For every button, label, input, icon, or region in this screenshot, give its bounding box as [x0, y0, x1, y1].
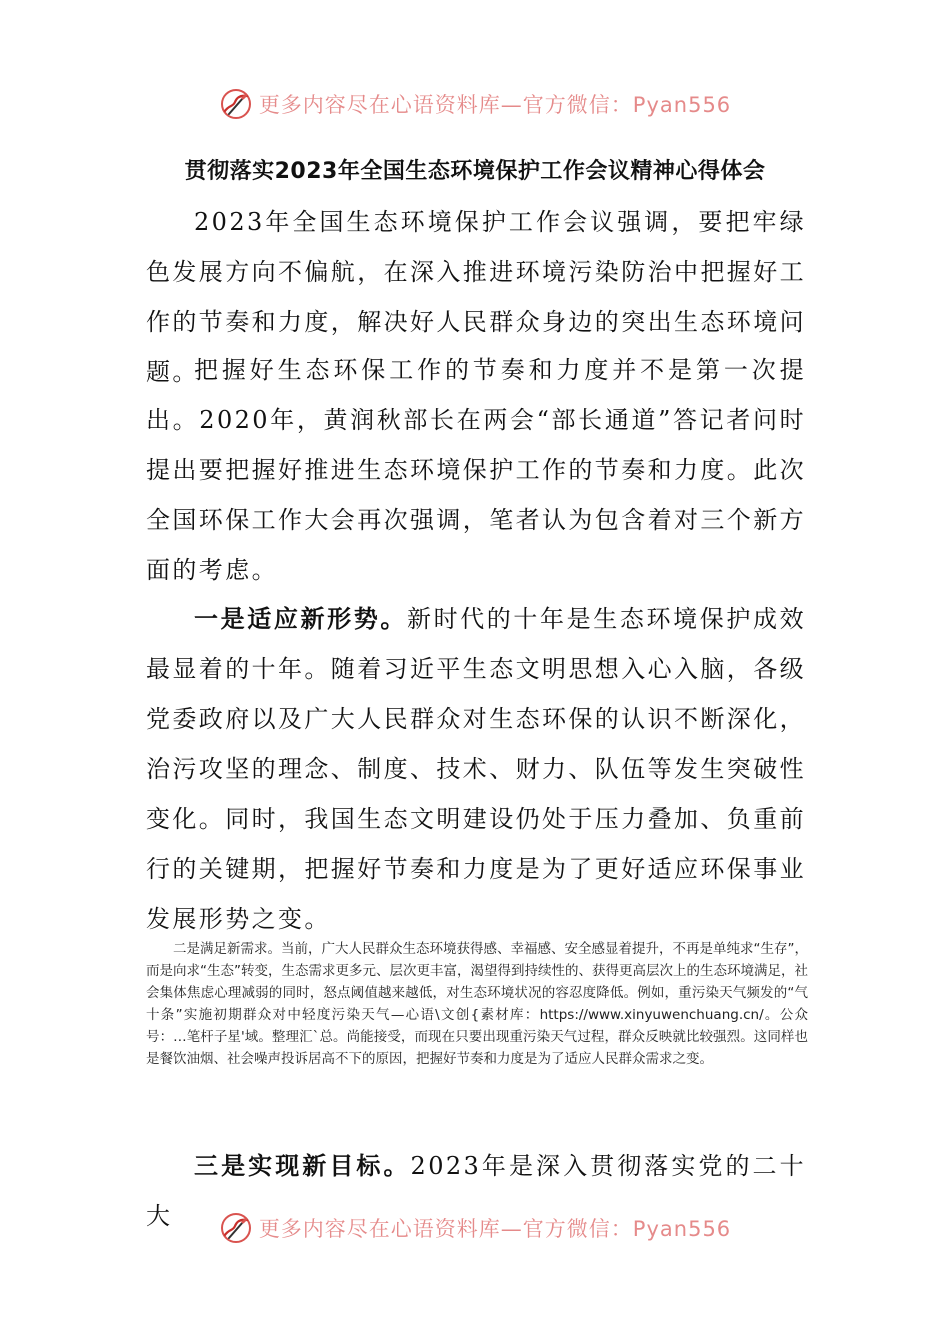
document-title: 贯彻落实2023年全国生态环境保护工作会议精神心得体会 — [184, 159, 766, 184]
point-one-body: 新时代的十年是生态环境保护成效最显着的十年。随着习近平生态文明思想入心入脑，各级党委政府以及广大人民群众对生态环保的认识不断深化，治污攻坚的理念、制度、技术、财力、队伍等发生突破性变化。同时，我国生态文明建设仍处于压力叠加、负重前行的关键期，把握好节奏和力度是为了更好适应环保事业发展形势之变。 — [146, 605, 807, 933]
pen-signature-logo-icon — [219, 1211, 253, 1245]
point-three-body: 2023年是深入贯彻落实党的二十大 — [146, 1152, 806, 1230]
footer-banner — [0, 1206, 950, 1250]
paragraph-background: 把握好生态环保工作的节奏和力度并不是第一次提出。2020年，黄润秋部长在两会“部长通道”答记者问时提出要把握好推进生态环境保护工作的节奏和力度。此次全国环保工作大会再次强调，笔者认为包含着对三个新方面的考虑。 — [146, 356, 806, 584]
point-one-heading: 一是适应新形势。 — [194, 605, 407, 633]
paragraph-point-one — [146, 594, 806, 944]
point-three-heading: 三是实现新目标。 — [194, 1152, 411, 1180]
paragraph-intro: 2023年全国生态环境保护工作会议强调，要把牢绿色发展方向不偏航，在深入推进环境污染防治中把握好工作的节奏和力度，解决好人民群众身边的突出生态环境问题。 — [146, 208, 806, 386]
footer-banner-text: 更多内容尽在心语资料库—官方微信：Pyan556 — [258, 1217, 732, 1241]
pen-signature-logo-icon — [219, 87, 253, 121]
header-banner-text: 更多内容尽在心语资料库—官方微信：Pyan556 — [258, 93, 732, 117]
paragraph-point-two: 二是满足新需求。当前，广大人民群众生态环境获得感、幸福感、安全感显着提升，不再是单纯求“生存”，而是向求“生态”转变，生态需求更多元、层次更丰富，渴望得到持续性的、获得更高层次上的生态环境满足，社会集体焦虑心理减弱的同时，怒点阈值越来越低，对生态环境状况的容忍度降低。例如，重污染天气频发的“气十条”实施初期群众对中轻度污染天气—心语\文创{素材库：https://www.xinyuwenchuang.cn/。公众号：…笔杆子星'域。整理汇`总。尚能接受，而现在只要出现重污染天气过程，群众反映就比较强烈。这同样也是餐饮油烟、社会噪声投诉居高不下的原因，把握好节奏和力度是为了适应人民群众需求之变。 — [146, 941, 808, 1067]
header-banner — [0, 82, 950, 126]
